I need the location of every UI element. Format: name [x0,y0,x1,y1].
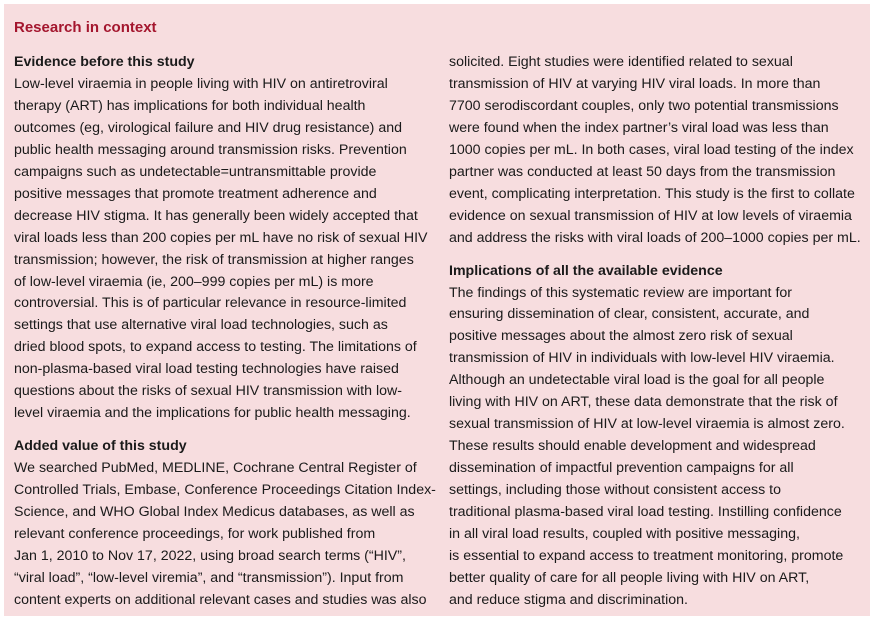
text-line: and address the risks with viral loads of 200–1000 copies per mL. [449,229,861,246]
text-line: relevant conference proceedings, for work published from [14,526,376,543]
text-line: Jan 1, 2010 to Nov 17, 2022, using broad search terms (“HIV”, [14,547,406,564]
text-line: controversial. This is of particular relevance in resource-limited [14,295,407,312]
text-line: solicited. Eight studies were identified related to sexual [449,54,793,70]
text-line: 7700 serodiscordant couples, only two potential transmissions [449,97,839,114]
right-column [449,52,867,612]
added-value-body-right [449,52,867,250]
text-line: public health messaging around transmission risks. Prevention [14,141,407,158]
added-value-heading: Added value of this study [14,438,187,455]
text-line: positive messages that promote treatment adherence and [14,185,377,202]
text-line: ensuring dissemination of clear, consistent, accurate, and [449,306,810,323]
text-line: transmission; however, the risk of transmission at higher ranges [14,251,414,268]
added-value-body-left [14,458,436,612]
text-line: transmission of HIV in individuals with low-level HIV viraemia. [449,350,835,367]
text-line: The findings of this systematic review are important for [449,284,793,301]
text-line: content experts on additional relevant cases and studies was also [14,591,427,608]
text-line: level viraemia and the implications for public health messaging. [14,405,411,422]
implications-heading: Implications of all the available evidence [449,262,723,279]
research-in-context-panel [4,4,870,616]
text-line: is essential to expand access to treatment monitoring, promote [449,547,844,564]
text-line: dissemination of impactful prevention campaigns for all [449,460,794,477]
text-line: evidence on sexual transmission of HIV at low levels of viraemia [449,207,852,224]
text-line: dried blood spots, to expand access to testing. The limitations of [14,339,417,356]
text-line: event, complicating interpretation. This study is the first to collate [449,185,855,202]
text-line: Controlled Trials, Embase, Conference Proceedings Citation Index- [14,482,436,499]
text-line: were found when the index partner’s viral load was less than [449,119,829,136]
text-line: questions about the risks of sexual HIV transmission with low- [14,383,402,400]
text-line: better quality of care for all people living with HIV on ART, [449,569,810,586]
text-line: in all viral load results, coupled with positive messaging, [449,526,800,543]
text-line: decrease HIV stigma. It has generally been widely accepted that [14,207,418,224]
text-line: settings, including those without consistent access to [449,482,782,499]
text-line: Although an undetectable viral load is the goal for all people [449,372,825,389]
text-line: sexual transmission of HIV at low-level viraemia is almost zero. [449,416,845,433]
evidence-body [14,74,432,425]
text-line: 1000 copies per mL. In both cases, viral load testing of the index [449,141,854,158]
text-line: living with HIV on ART, these data demonstrate that the risk of [449,394,838,411]
text-line: Science, and WHO Global Index Medicus databases, as well as [14,504,415,521]
evidence-heading: Evidence before this study [14,54,195,70]
text-line: of low-level viraemia (ie, 200–999 copies per mL) is more [14,273,374,290]
text-line: transmission of HIV at varying HIV viral loads. In more than [449,75,821,92]
text-line: partner was conducted at least 50 days from the transmission [449,163,836,180]
panel-title: Research in context [14,19,157,36]
text-line: outcomes (eg, virological failure and HIV drug resistance) and [14,119,402,136]
text-line: positive messages about the almost zero risk of sexual [449,328,793,345]
text-line: Low-level viraemia in people living with HIV on antiretroviral [14,75,388,92]
text-line: These results should enable development and widespread [449,438,816,455]
text-line: non-plasma-based viral load testing technologies have raised [14,361,399,378]
text-line: traditional plasma-based viral load testing. Instilling confidence [449,504,842,521]
text-line: therapy (ART) has implications for both individual health [14,97,366,114]
text-line: campaigns such as undetectable=untransmittable provide [14,163,377,180]
left-column [14,52,436,612]
text-line: and reduce stigma and discrimination. [449,591,688,608]
text-line: “viral load”, “low-level viremia”, and “transmission”). Input from [14,569,404,586]
text-line: settings that use alternative viral load technologies, such as [14,317,388,334]
text-line: We searched PubMed, MEDLINE, Cochrane Central Register of [14,460,417,477]
text-line: viral loads less than 200 copies per mL have no risk of sexual HIV [14,229,428,246]
implications-body [449,283,867,612]
